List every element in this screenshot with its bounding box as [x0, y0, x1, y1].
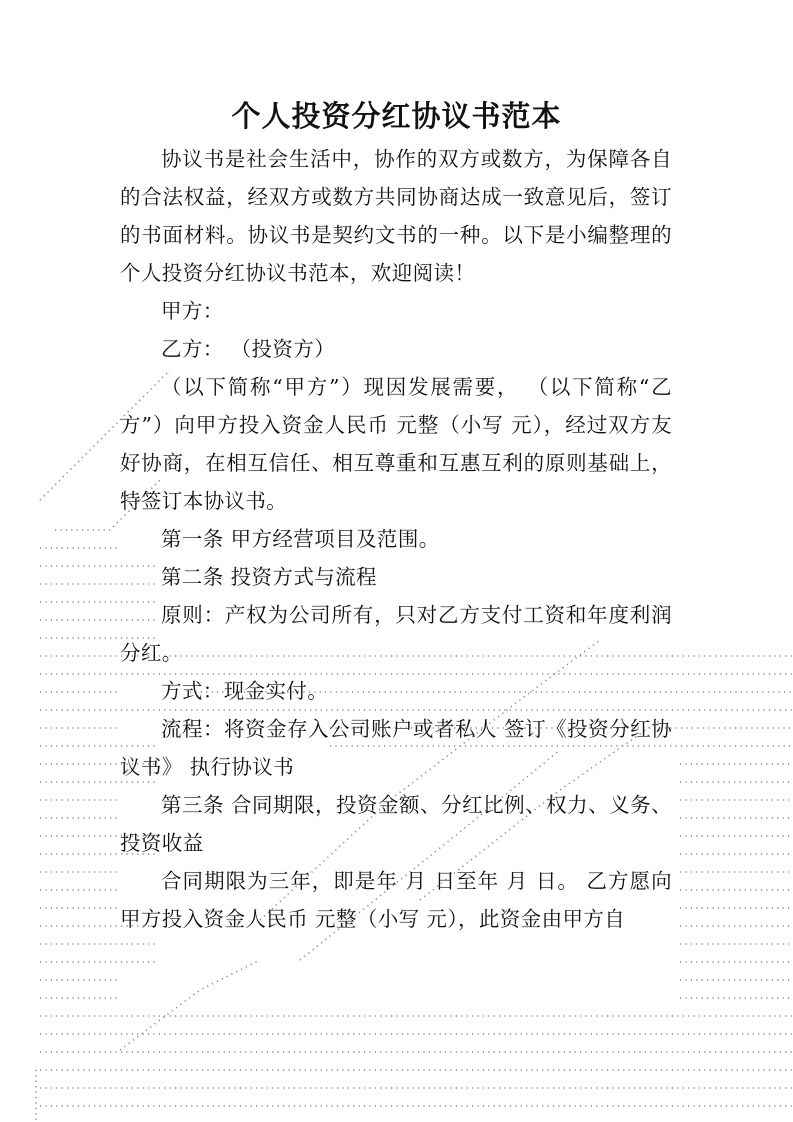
party-a-line: 甲方： [161, 299, 224, 323]
method-paragraph: 方式：现金实付。 [161, 679, 329, 703]
party-b-line: 乙方： （投资方） [161, 337, 336, 361]
intro-paragraph: 协议书是社会生活中，协作的双方或数方，为保障各自的合法权益，经双方或数方共同协商达成一致意见后，签订的书面材料。协议书是契约文书的一种。以下是小编整理的个人投资分红协议书范本，欢迎阅读！ [120, 147, 672, 285]
process-paragraph: 流程：将资金存入公司账户或者私人 签订《投资分红协议书》 执行协议书 [120, 717, 672, 779]
article-1-heading: 第一条 甲方经营项目及范围。 [161, 527, 440, 551]
article-2-heading: 第二条 投资方式与流程 [161, 565, 377, 589]
preamble-paragraph: （以下简称“甲方”）现因发展需要， （以下简称“乙方”）向甲方投入资金人民币 元整（小写 元），经过双方友好协商，在相互信任、相互尊重和互惠互利的原则基础上，特签订本协议书。 [120, 375, 672, 513]
document-title: 个人投资分红协议书范本 [231, 99, 562, 133]
principle-paragraph: 原则：产权为公司所有，只对乙方支付工资和年度利润分红。 [120, 603, 672, 665]
term-paragraph: 合同期限为三年，即是年 月 日至年 月 日。 乙方愿向甲方投入资金人民币 元整（小写 元），此资金由甲方自 [120, 869, 672, 931]
document-body [120, 140, 672, 938]
article-3-heading: 第三条 合同期限，投资金额、分红比例、权力、义务、投资收益 [120, 793, 672, 855]
